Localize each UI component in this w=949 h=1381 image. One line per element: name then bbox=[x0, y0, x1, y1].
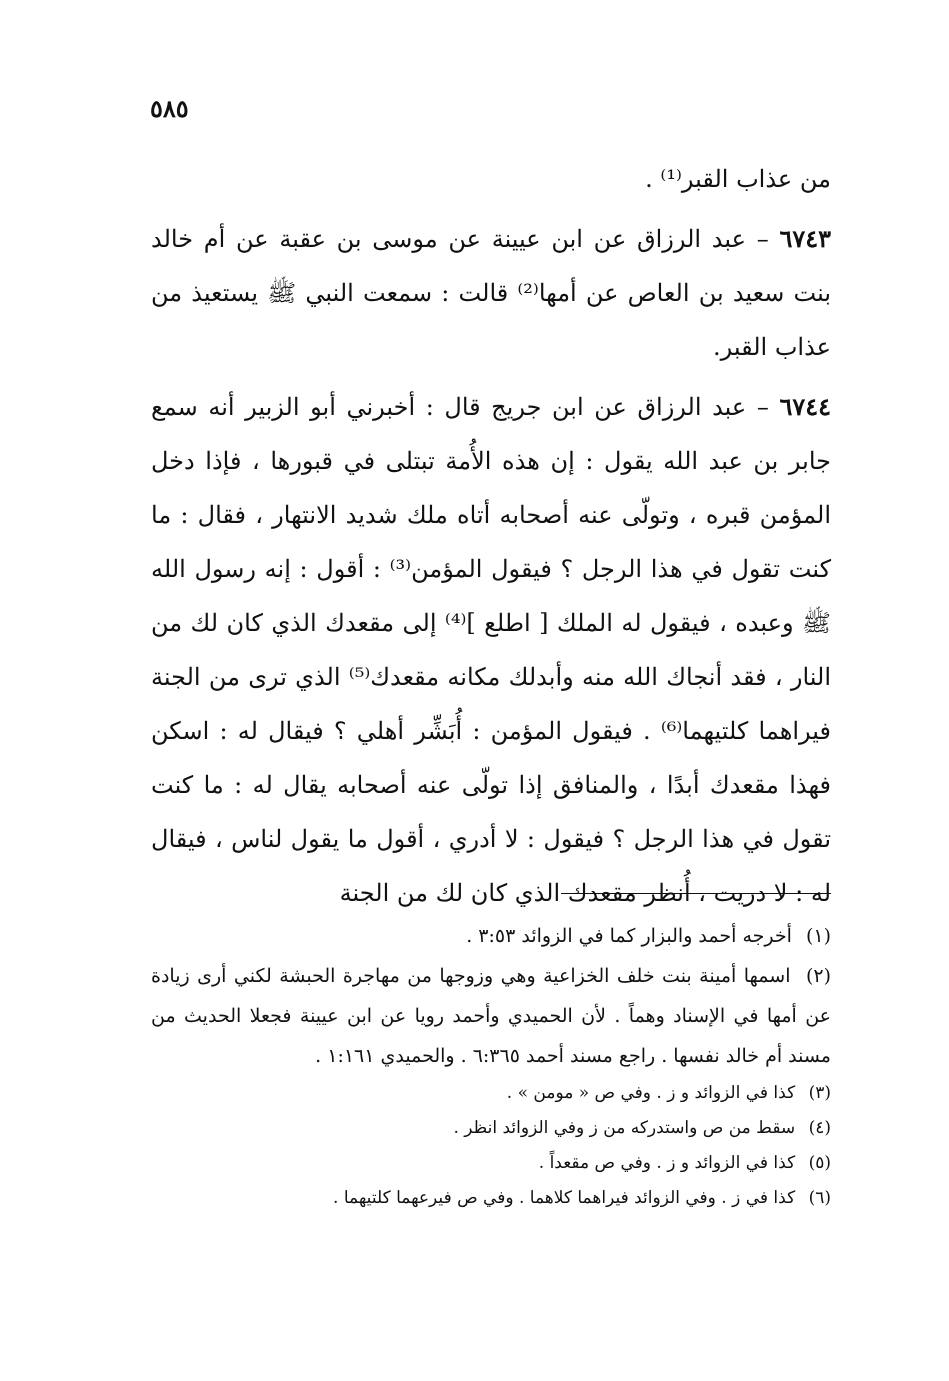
footnote-6 bbox=[151, 1181, 831, 1216]
footnote-2 bbox=[151, 956, 831, 1076]
footnote-number: (٤) bbox=[808, 1118, 831, 1138]
footnote-text: كذا في الزوائد و ز . وفي ص « مومن » . bbox=[506, 1083, 796, 1103]
footnote-text: سقط من ص واستدركه من ز وفي الزوائد انظر . bbox=[453, 1118, 796, 1138]
footnote-number: (٦) bbox=[808, 1188, 831, 1208]
footnotes bbox=[151, 916, 831, 1216]
hadith-number: ٦٧٤٣ bbox=[779, 224, 831, 253]
footnote-4 bbox=[151, 1111, 831, 1146]
hadith-6743 bbox=[151, 212, 831, 374]
footnote-separator bbox=[561, 893, 831, 894]
footnote-text: أخرجه أحمد والبزار كما في الزوائد ٣:٥٣ . bbox=[466, 925, 792, 947]
footnote-text: كذا في الزوائد و ز . وفي ص مقعداً . bbox=[538, 1153, 796, 1173]
hadith-6744 bbox=[151, 380, 831, 920]
main-text bbox=[151, 152, 831, 926]
footnote-text: اسمها أمينة بنت خلف الخزاعية وهي وزوجها من مهاجرة الحبشة لكني أرى زيادة عن أمها في الإسناد وهماً . لأن الحميدي وأحمد رويا عن ابن عيينة فجعلا الحديث من مسند أم خالد نفسها . راجع مسند أحمد ٦:٣٦٥ . والحميدي ١:١٦١ . bbox=[151, 965, 831, 1067]
footnote-3 bbox=[151, 1076, 831, 1111]
footnote-number: (٥) bbox=[808, 1153, 831, 1173]
footnote-5 bbox=[151, 1146, 831, 1181]
hadith-text: – عبد الرزاق عن ابن جريج قال : أخبرني أبو الزبير أنه سمع جابر بن عبد الله يقول : إن هذه الأُمة تبتلى في قبورها ، فإذا دخل المؤمن قبره ، وتولّى عنه أصحابه أتاه ملك شديد الانتهار ، فقال : ما كنت تقول في هذا الرجل ؟ فيقول المؤمن⁽³⁾ : أقول : إنه رسول الله ﷺ وعبده ، فيقول له الملك [ اطلع ]⁽⁴⁾ إلى مقعدك الذي كان لك من النار ، فقد أنجاك الله منه وأبدلك مكانه مقعدك⁽⁵⁾ الذي ترى من الجنة فيراهما كلتيهما⁽⁶⁾ . فيقول المؤمن : أُبَشِّر أهلي ؟ فيقال له : اسكن فهذا مقعدك أبدًا ، والمنافق إذا تولّى عنه أصحابه يقال له : ما كنت تقول في هذا الرجل ؟ فيقول : لا أدري ، أقول ما يقول لناس ، فيقال له : لا دريت ، أُنظر مقعدك الذي كان لك من الجنة bbox=[151, 393, 832, 907]
footnote-number: (٣) bbox=[808, 1083, 831, 1103]
footnote-number: (١) bbox=[805, 925, 831, 947]
footnote-number: (٢) bbox=[805, 965, 831, 987]
intro-line: من عذاب القبر⁽¹⁾ . bbox=[645, 165, 831, 193]
page-number: ٥٨٥ bbox=[150, 94, 189, 123]
footnote-text: كذا في ز . وفي الزوائد فيراهما كلاهما . وفي ص فيرعهما كلتيهما . bbox=[333, 1188, 796, 1208]
hadith-number: ٦٧٤٤ bbox=[779, 392, 831, 421]
footnote-1 bbox=[151, 916, 831, 956]
hadith-text: – عبد الرزاق عن ابن عيينة عن موسى بن عقبة عن أم خالد بنت سعيد بن العاص عن أمها⁽²⁾ قالت : سمعت النبي ﷺ يستعيذ من عذاب القبر. bbox=[151, 225, 831, 361]
